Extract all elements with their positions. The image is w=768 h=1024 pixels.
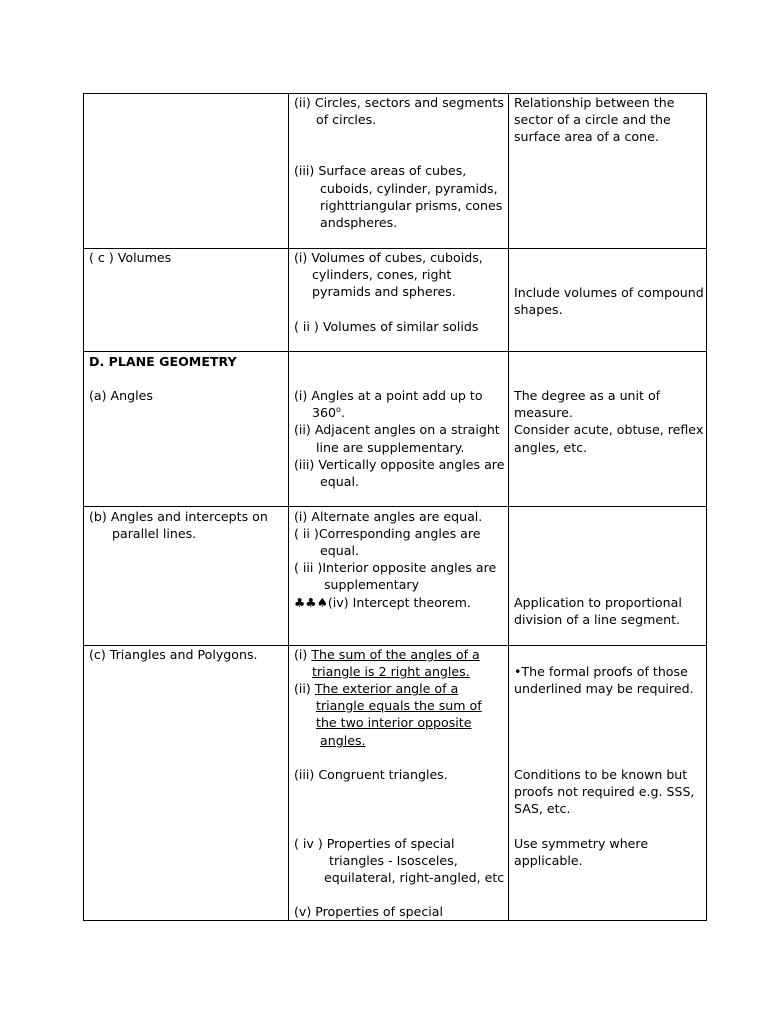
cell-text: (c) Triangles and Polygons.	[89, 647, 258, 662]
row-divider	[83, 506, 707, 507]
cell-text: SAS, etc.	[514, 801, 571, 816]
table-border-right	[706, 93, 707, 921]
cell-text: •The formal proofs of those	[514, 664, 688, 679]
underlined-theorem: triangle equals the sum of	[316, 698, 482, 713]
cell-text: (i) Volumes of cubes, cuboids,	[294, 250, 483, 265]
cell-text: line are supplementary.	[316, 440, 465, 455]
cell-text: (v) Properties of special	[294, 904, 444, 919]
cell-text: (iii) Vertically opposite angles are	[294, 457, 505, 472]
cell-text: 360$^o$.	[312, 404, 345, 420]
underlined-theorem: The sum of the angles of a	[311, 647, 480, 662]
cell-text: (i) Alternate angles are equal.	[294, 509, 483, 524]
cell-text: (ii) Adjacent angles on a straight	[294, 422, 500, 437]
cell-text: measure.	[514, 405, 573, 420]
cell-text: of circles.	[316, 112, 377, 127]
cell-text: (ii) Circles, sectors and segments	[294, 95, 504, 110]
cell-text: Conditions to be known but	[514, 767, 688, 782]
cell-text: proofs not required e.g. SSS,	[514, 784, 695, 799]
cell-text: (iii) Surface areas of cubes,	[294, 163, 467, 178]
underlined-theorem: triangle is 2 right angles.	[312, 664, 470, 679]
cell-text: (a) Angles	[89, 388, 153, 403]
cell-text: division of a line segment.	[514, 612, 681, 627]
cell-text: sector of a circle and the	[514, 112, 671, 127]
cell-text: ( iii )Interior opposite angles are	[294, 560, 497, 575]
table-border-left	[83, 93, 84, 921]
cell-text: applicable.	[514, 853, 583, 868]
cell-text: angles, etc.	[514, 440, 588, 455]
cell-text: parallel lines.	[112, 526, 197, 541]
degree-mark: o	[336, 404, 341, 414]
cell-text: Consider acute, obtuse, reflex	[514, 422, 704, 437]
cell-text: ( ii )Corresponding angles are	[294, 526, 481, 541]
cell-text: Application to proportional	[514, 595, 682, 610]
cell-text: ( c ) Volumes	[89, 250, 172, 265]
cell-text: shapes.	[514, 302, 563, 317]
cell-text: supplementary	[324, 577, 420, 592]
underlined-theorem: the two interior opposite	[316, 715, 472, 730]
cell-text: ( ii ) Volumes of similar solids	[294, 319, 479, 334]
cell-text: underlined may be required.	[514, 681, 694, 696]
cell-text: equal.	[320, 474, 359, 489]
column-divider	[288, 93, 289, 921]
section-heading: D. PLANE GEOMETRY	[89, 354, 237, 369]
cell-text: ♣♣♠(iv) Intercept theorem.	[294, 595, 471, 610]
cell-text: pyramids and spheres.	[312, 284, 456, 299]
cell-text: Include volumes of compound	[514, 285, 704, 300]
cell-text: ( iv ) Properties of special	[294, 836, 455, 851]
cell-text: triangles - Isosceles,	[329, 853, 458, 868]
cell-text: Relationship between the	[514, 95, 675, 110]
row-divider	[83, 351, 707, 352]
cell-text: (i) The sum of the angles of a	[294, 647, 480, 662]
cell-text: (iii) Congruent triangles.	[294, 767, 448, 782]
cell-text: (ii) The exterior angle of a	[294, 681, 459, 696]
cell-text: andspheres.	[320, 215, 398, 230]
cell-text: The degree as a unit of	[514, 388, 661, 403]
cell-text: cylinders, cones, right	[312, 267, 452, 282]
cell-text: surface area of a cone.	[514, 129, 659, 144]
cell-text: (i) Angles at a point add up to	[294, 388, 483, 403]
cell-text: righttriangular prisms, cones	[320, 198, 503, 213]
cell-text: Use symmetry where	[514, 836, 649, 851]
cell-text: equilateral, right-angled, etc	[324, 870, 505, 885]
underlined-theorem: The exterior angle of a	[314, 681, 459, 696]
underlined-theorem: angles.	[320, 733, 366, 748]
cell-text: cuboids, cylinder, pyramids,	[320, 181, 498, 196]
column-divider	[508, 93, 509, 921]
cell-text: (b) Angles and intercepts on	[89, 509, 268, 524]
cell-text: equal.	[320, 543, 359, 558]
